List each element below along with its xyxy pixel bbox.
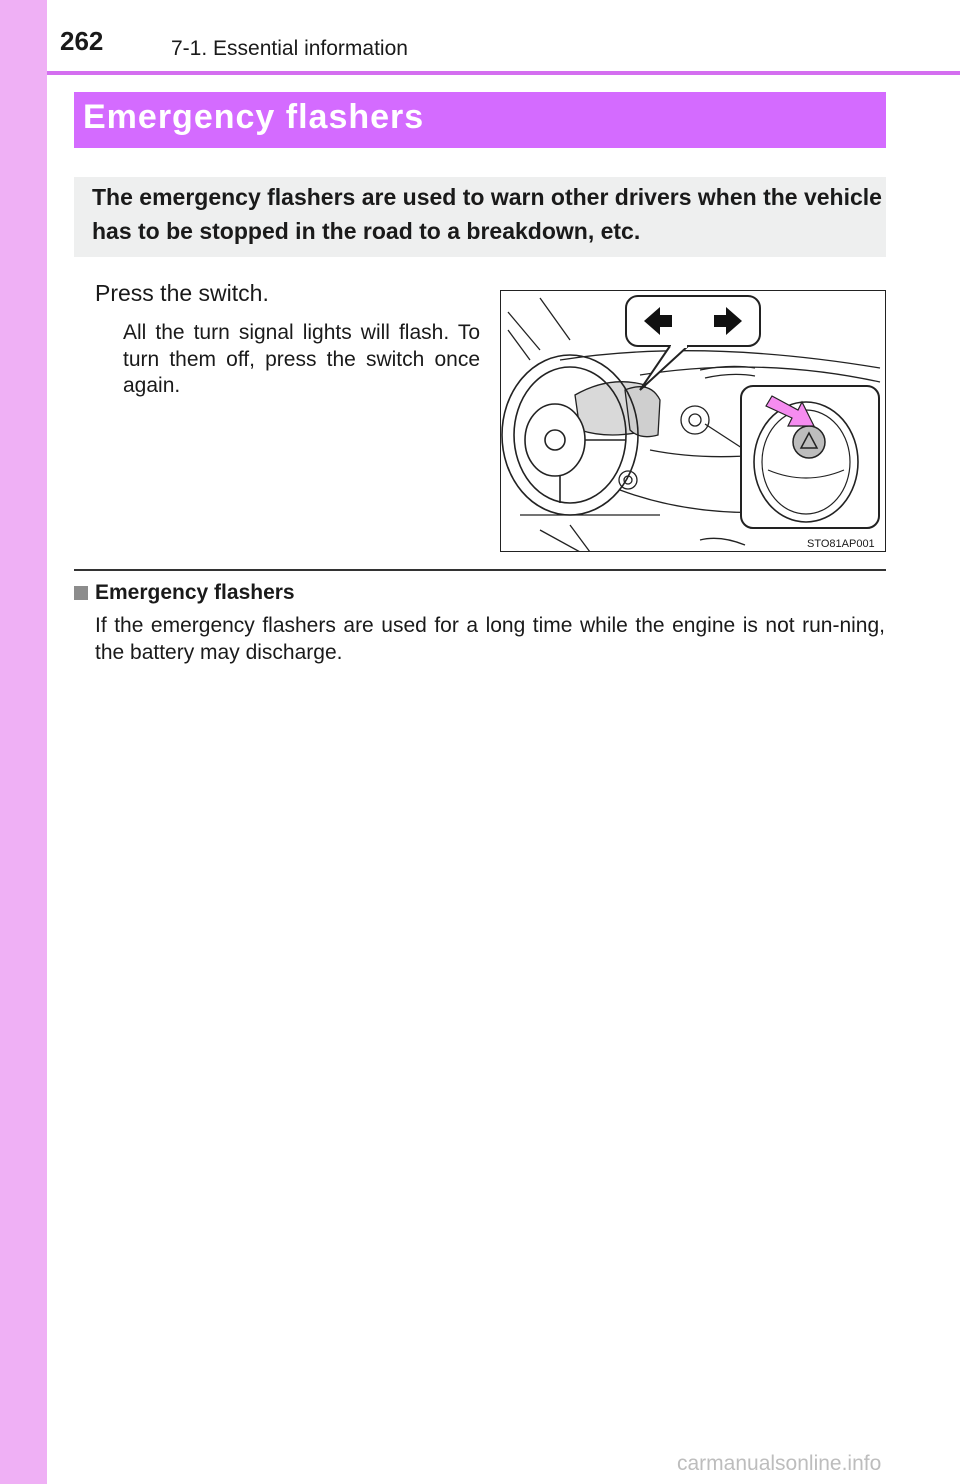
page-number: 262 — [60, 26, 104, 56]
intro-text: The emergency flashers are used to warn other drivers when the vehicle has to be stopped in the road to a breakdown, etc. — [92, 184, 882, 244]
header-divider — [47, 71, 960, 75]
section-divider — [74, 569, 886, 571]
note-heading — [74, 581, 295, 605]
note-heading-text: Emergency flashers — [95, 581, 295, 604]
page-title: Emergency flashers — [83, 98, 425, 136]
watermark: carmanualsonline.info — [677, 1452, 882, 1475]
page-title-bar — [74, 92, 886, 148]
dashboard-figure — [500, 290, 886, 552]
figure-code: STO81AP001 — [807, 538, 875, 550]
hazard-switch-icon — [741, 386, 879, 528]
instruction-detail: All the turn signal lights will flash. To turn them off, press the switch once again. — [123, 321, 480, 397]
note-body: If the emergency flashers are used for a long time while the engine is not run-ning, the battery may discharge. — [95, 614, 885, 664]
side-color-strip — [0, 0, 47, 1484]
square-bullet-icon — [74, 586, 88, 600]
intro-box — [74, 177, 886, 257]
section-title: 7-1. Essential information — [171, 37, 408, 60]
instruction-step: Press the switch. — [95, 280, 269, 306]
